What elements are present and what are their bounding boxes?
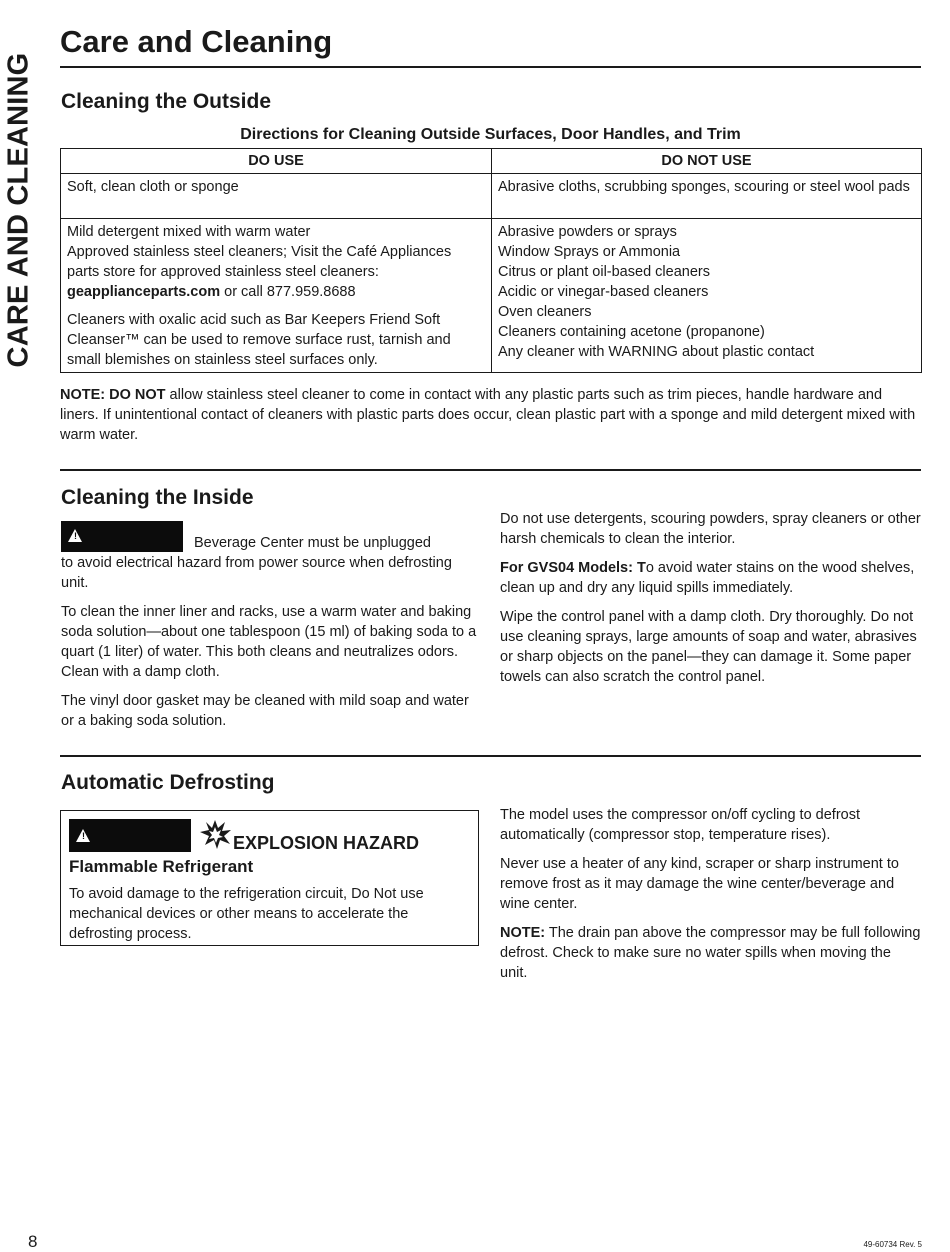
column-header-do-not-use: DO NOT USE xyxy=(492,149,922,174)
section-divider xyxy=(60,755,921,757)
paragraph: Wipe the control panel with a damp cloth. Dry thoroughly. Do not use cleaning sprays, large amounts of soap and water, abrasives or sharp objects on the panel—they can damage it. Some paper towels can also scratch the control panel. xyxy=(500,609,917,685)
table-cell xyxy=(492,219,922,373)
cell-line: or call 877.959.8688 xyxy=(220,284,356,300)
paragraph: The model uses the compressor on/off cycling to defrost automatically (compressor stop, temperature rises). xyxy=(500,807,860,843)
list-item: Oven cleaners xyxy=(498,304,592,320)
cell-line: Mild detergent mixed with warm water xyxy=(67,224,311,240)
inside-right-column xyxy=(500,509,922,696)
section-heading-outside: Cleaning the Outside xyxy=(61,90,272,113)
list-item: Citrus or plant oil-based cleaners xyxy=(498,264,710,280)
warning-continued: to avoid electrical hazard from power source when defrosting unit. xyxy=(61,555,452,591)
paragraph xyxy=(500,923,922,983)
paragraph: Never use a heater of any kind, scraper or sharp instrument to remove frost as it may damage the wine center/beverage and wine center. xyxy=(500,856,899,912)
warning-triangle-icon: ! xyxy=(68,529,82,542)
note-label: NOTE: DO NOT xyxy=(60,387,166,403)
table-row xyxy=(61,219,922,373)
title-divider xyxy=(60,66,921,68)
cell-paragraph: Cleaners with oxalic acid such as Bar Keepers Friend Soft Cleanser™ can be used to remove surface rust, tarnish and small blemishes on stainless steel surfaces only. xyxy=(67,312,451,368)
side-tab-label: CARE AND CLEANING xyxy=(2,52,35,368)
page-title: Care and Cleaning xyxy=(60,24,333,59)
warning-triangle-icon: ! xyxy=(76,829,90,842)
paragraph: To clean the inner liner and racks, use a warm water and baking soda solution—about one tablespoon (15 ml) of baking soda to a quart (1 liter) of water. This both cleans and neutralizes odors. Clean with a damp cloth. xyxy=(61,604,477,680)
warning-line xyxy=(61,521,481,553)
section-heading-defrost: Automatic Defrosting xyxy=(61,771,275,794)
table-cell xyxy=(61,219,492,373)
side-section-tab xyxy=(2,30,36,390)
hazard-text: To avoid damage to the refrigeration circuit, Do Not use mechanical devices or other means to accelerate the defrosting process. xyxy=(69,886,424,942)
model-label: For GVS04 Models: T xyxy=(500,560,646,576)
warning-text: Beverage Center must be unplugged xyxy=(194,535,431,551)
list-item: Abrasive powders or sprays xyxy=(498,224,677,240)
section-divider xyxy=(60,469,921,471)
column-header-do-use: DO USE xyxy=(61,149,492,174)
cleaning-directions-table xyxy=(60,148,922,373)
explosion-hazard-box xyxy=(60,810,479,946)
note-label: NOTE: xyxy=(500,925,546,941)
paragraph: Do not use detergents, scouring powders, spray cleaners or other harsh chemicals to clean the interior. xyxy=(500,511,921,547)
list-item: Any cleaner with WARNING about plastic contact xyxy=(498,344,815,360)
explosion-icon xyxy=(198,818,232,850)
parts-store-link[interactable]: geapplianceparts.com xyxy=(67,284,221,300)
note-text: The drain pan above the compressor may be full following defrost. Check to make sure no water spills when moving the unit. xyxy=(500,925,921,981)
table-cell: Abrasive cloths, scrubbing sponges, scouring or steel wool pads xyxy=(492,174,922,219)
list-item: Window Sprays or Ammonia xyxy=(498,244,681,260)
paragraph: The vinyl door gasket may be cleaned with mild soap and water or a baking soda solution. xyxy=(61,693,469,729)
warning-badge xyxy=(69,819,191,852)
list-item: Acidic or vinegar-based cleaners xyxy=(498,284,709,300)
paragraph xyxy=(500,558,922,598)
table-cell: Soft, clean cloth or sponge xyxy=(61,174,492,219)
table-row xyxy=(61,174,922,219)
page-number: 8 xyxy=(28,1232,38,1251)
hazard-title: EXPLOSION HAZARD xyxy=(233,833,420,853)
inside-left-column xyxy=(61,521,481,740)
paragraph-text: o avoid water stains on the wood shelves, clean up and dry any liquid spills immediately. xyxy=(500,560,915,596)
defrost-right-column xyxy=(500,805,922,992)
section-heading-inside: Cleaning the Inside xyxy=(61,486,254,509)
outside-note xyxy=(60,385,922,445)
note-text: allow stainless steel cleaner to come in contact with any plastic parts such as trim pieces, handle hardware and liners. If unintentional contact of cleaners with plastic parts does occur, clean plastic part with a sponge and mild detergent mixed with warm water. xyxy=(60,387,916,443)
table-header-row xyxy=(61,149,922,174)
warning-badge xyxy=(61,521,183,552)
list-item: Cleaners containing acetone (propanone) xyxy=(498,324,765,340)
table-caption: Directions for Cleaning Outside Surfaces, Door Handles, and Trim xyxy=(240,126,741,143)
cell-line: Approved stainless steel cleaners; Visit the Café Appliances parts store for approved stainless steel cleaners: xyxy=(67,244,452,280)
hazard-subtitle: Flammable Refrigerant xyxy=(69,857,254,876)
document-id: 49-60734 Rev. 5 xyxy=(863,1240,922,1249)
